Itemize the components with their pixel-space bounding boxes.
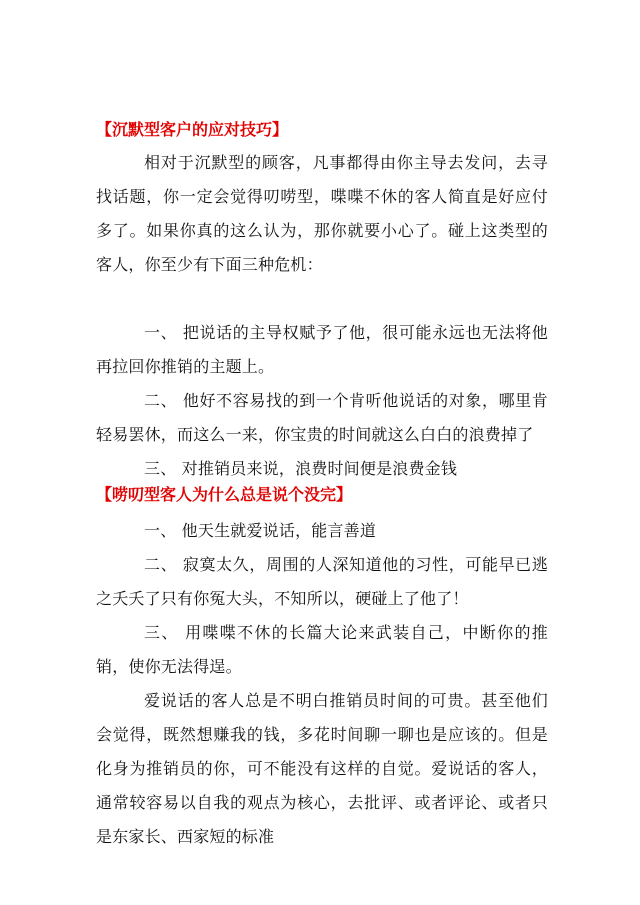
section2-closing: 爱说话的客人总是不明白推销员时间的可贵。甚至他们会觉得，既然想赚我的钱，多花时间聊一聊也是应该的。但是化身为推销员的你，可不能没有这样的自觉。爱说话的客人，通常较容易以自我的观点为核心，去批评、或者评论、或者只是东家长、西家短的标准	[96, 691, 548, 846]
section2-item-2: 二、 寂寞太久，周围的人深知道他的习性，可能早已逃之夭夭了只有你冤大头，不知所以，硬碰上了他了！	[96, 555, 548, 608]
section1-heading: 【沉默型客户的应对技巧】	[96, 120, 289, 139]
section1-item-1: 一、 把说话的主导权赋予了他，很可能永远也无法将他再拉回你推销的主题上。	[96, 323, 548, 376]
section1-intro: 相对于沉默型的顾客，凡事都得由你主导去发问，去寻找话题，你一定会觉得叨唠型，喋喋不休的客人简直是好应付多了。如果你真的这么认为，那你就要小心了。碰上这类型的客人，你至少有下面三种危机：	[96, 153, 548, 274]
section2-item-3: 三、 用喋喋不休的长篇大论来武装自己，中断你的推销，使你无法得逞。	[96, 623, 548, 676]
section1-item-2: 二、 他好不容易找的到一个肯听他说话的对象，哪里肯轻易罢休，而这么一来，你宝贵的时间就这么白白的浪费掉了	[96, 391, 548, 444]
section1-item-3: 三、 对推销员来说，浪费时间便是浪费金钱	[144, 459, 458, 478]
section2-heading: 【唠叨型客人为什么总是说个没完】	[96, 485, 353, 504]
section2-item-1: 一、 他天生就爱说话，能言善道	[144, 521, 377, 540]
